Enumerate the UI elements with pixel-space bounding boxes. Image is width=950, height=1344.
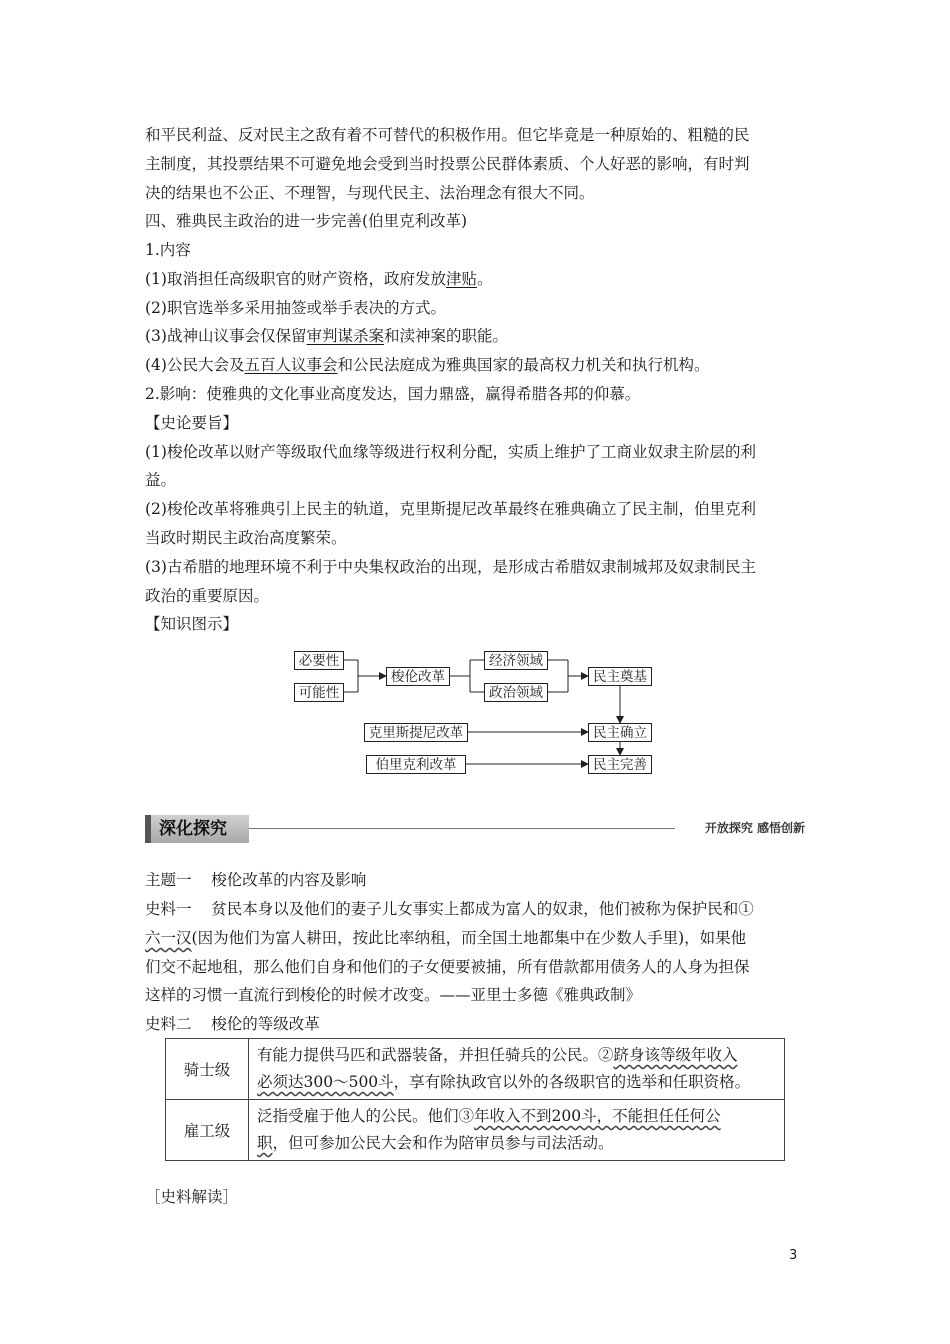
section-title: 深化探究 — [145, 815, 249, 843]
paragraph-line: (2)梭伦改革将雅典引上民主的轨道，克里斯提尼改革最终在雅典确立了民主制，伯里克利 — [145, 500, 756, 518]
wavy-underlined-text: 年收入不到200斗，不能担任任何公 — [474, 1107, 721, 1125]
text: (3)战神山议事会仅保留 — [145, 327, 307, 345]
subheading: 1.内容 — [145, 241, 191, 259]
page-number: 3 — [789, 1248, 798, 1263]
material-1-line — [145, 927, 746, 949]
table-row — [166, 1100, 785, 1161]
text: (因为他们为富人耕田，按此比率纳租，而全国土地都集中在少数人手里)，如果他 — [191, 929, 747, 947]
text: 有能力提供马匹和武器装备，并担任骑兵的公民。② — [257, 1046, 614, 1064]
paragraph-line: (3)古希腊的地理环境不利于中央集权政治的出现，是形成古希腊奴隶制城邦及奴隶制民主 — [145, 558, 756, 576]
knowledge-diagram — [290, 646, 660, 780]
paragraph-line: 和平民利益、反对民主之敌有着不可替代的积极作用。但它毕竟是一种原始的、粗糙的民 — [145, 126, 750, 144]
zhishi-heading: 【知识图示】 — [145, 615, 239, 633]
material-2-title: 史料二 梭伦的等级改革 — [145, 1015, 320, 1033]
paragraph-line: (1)梭伦改革以财产等级取代血缘等级进行权利分配，实质上维护了工商业奴隶主阶层的利 — [145, 443, 756, 461]
section-divider — [249, 828, 675, 829]
democracy-perfected-box: 民主完善 — [588, 755, 652, 774]
underlined-term: 五百人议事会 — [244, 356, 338, 374]
underlined-term: 审判谋杀案 — [306, 327, 384, 345]
necessity-box: 必要性 — [294, 651, 344, 670]
text: ，但可参加公民大会和作为陪审员参与司法活动。 — [272, 1134, 614, 1152]
cleisthenes-reform-box: 克里斯提尼改革 — [364, 723, 468, 742]
table-row — [166, 1039, 785, 1100]
grade-table — [165, 1038, 785, 1161]
material-1-line: 史料一 贫民本身以及他们的妻子儿女事实上都成为富人的奴隶，他们被称为保护民和① — [145, 900, 754, 918]
paragraph-line: 决的结果也不公正、不理智，与现代民主、法治理念有很大不同。 — [145, 184, 595, 202]
political-field-box: 政治领域 — [484, 683, 548, 702]
grade-cell: 骑士级 — [166, 1039, 249, 1100]
democracy-established-box: 民主确立 — [588, 723, 652, 742]
section-header — [145, 815, 805, 843]
economic-field-box: 经济领域 — [484, 651, 548, 670]
text: ，享有除执政官以外的各级职官的选举和任职资格。 — [393, 1073, 751, 1091]
content-item-3 — [145, 325, 508, 347]
paragraph-line: 当政时期民主政治高度繁荣。 — [145, 529, 347, 547]
description-cell — [249, 1100, 785, 1161]
text: 泛指受雇于他人的公民。他们③ — [257, 1107, 475, 1125]
text: 和渎神案的职能。 — [383, 327, 508, 345]
description-cell — [249, 1039, 785, 1100]
pericles-reform-box: 伯里克利改革 — [366, 755, 466, 774]
theme-title: 主题一 梭伦改革的内容及影响 — [145, 871, 367, 889]
paragraph-line: 益。 — [145, 471, 177, 489]
wavy-underlined-term: 六一汉 — [145, 929, 192, 947]
section-subtitle: 开放探究 感悟创新 — [704, 821, 805, 835]
democracy-foundation-box: 民主奠基 — [588, 667, 652, 686]
content-item-4 — [145, 354, 710, 376]
wavy-underlined-text: 跻身该等级年收入 — [613, 1046, 738, 1064]
section-heading: 四、雅典民主政治的进一步完善(伯里克利改革) — [145, 212, 468, 230]
content-item-2: (2)职官选举多采用抽签或举手表决的方式。 — [145, 299, 446, 317]
solon-reform-box: 梭伦改革 — [386, 667, 450, 686]
wavy-underlined-text: 必须达300～500斗 — [257, 1073, 394, 1091]
wavy-underlined-text: 职 — [257, 1134, 273, 1152]
text: 。 — [476, 270, 493, 288]
material-1-line: 们交不起地租，那么他们自身和他们的子女便要被捕，所有借款都用债务人的人身为担保 — [145, 958, 750, 976]
text: (1)取消担任高级职官的财产资格，政府发放 — [145, 270, 446, 288]
underlined-term: 津贴 — [445, 270, 477, 288]
paragraph-line: 政治的重要原因。 — [145, 587, 270, 605]
text: (4)公民大会及 — [145, 356, 245, 374]
content-item-1 — [145, 268, 493, 290]
shilun-heading: 【史论要旨】 — [145, 414, 239, 432]
material-interpretation-heading: ［史料解读］ — [145, 1188, 239, 1206]
paragraph-line: 主制度，其投票结果不可避免地会受到当时投票公民群体素质、个人好恶的影响，有时判 — [145, 155, 750, 173]
text: 和公民法庭成为雅典国家的最高权力机关和执行机构。 — [337, 356, 710, 374]
material-1-line: 这样的习惯一直流行到梭伦的时候才改变。——亚里士多德《雅典政制》 — [145, 986, 642, 1004]
impact-line: 2.影响：使雅典的文化事业高度发达，国力鼎盛，赢得希腊各邦的仰慕。 — [145, 385, 641, 403]
grade-cell: 雇工级 — [166, 1100, 249, 1161]
possibility-box: 可能性 — [294, 683, 344, 702]
